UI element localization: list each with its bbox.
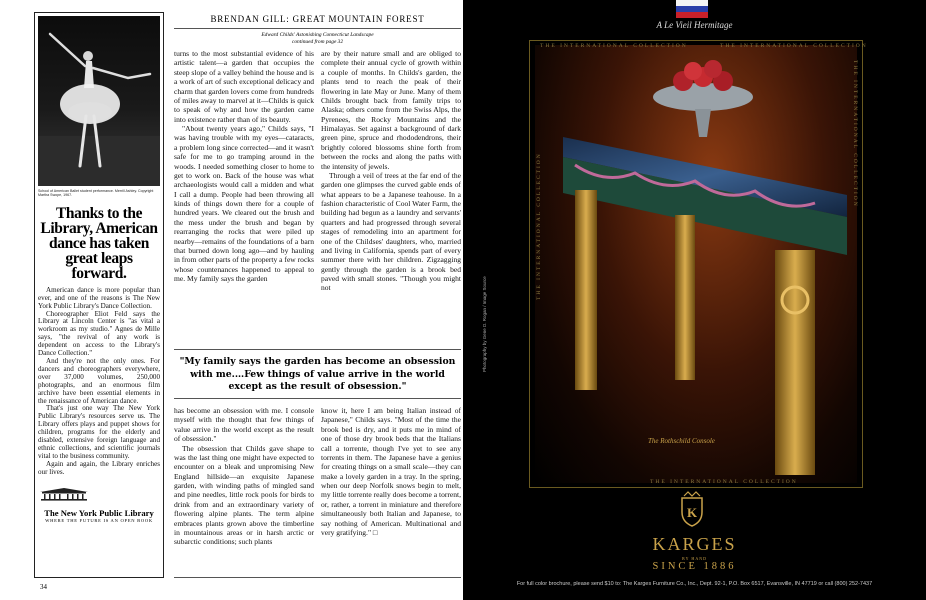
by-hand: BY HAND <box>682 556 707 561</box>
continued-from: continued from page 32 <box>291 38 344 45</box>
flag-icon <box>676 0 708 18</box>
ad-headline: Thanks to the Library, American dance has taken great leaps forward. <box>40 204 158 282</box>
library-tagline: WHERE THE FUTURE IS AN OPEN BOOK <box>45 517 153 523</box>
photo-credit: Photography by Gene D. Rogan / Image Source <box>482 276 487 372</box>
article-paragraph: Through a veil of trees at the far end of the garden one glimpses the curved gable ends of what appears to be a Japanese teahouse. In a fashion characteristic of Cool Water Farm, the building had begun as a laundry and servants' quarters and had progressed through several stages of remodeling into an apartment for one of the Childses' daughters, who, married and living in California, spends part of every summer there with her children. Zigzagging gently through the garden is a brook bed paved with small stones. "Though you might not <box>321 170 461 293</box>
ad-paragraph: American dance is more popular than ever, and one of the reasons is The New York Public Library's Dance Collection. <box>38 285 160 310</box>
continued-title: Edward Childs' Astonishing Connecticut Landscape <box>261 32 374 38</box>
ad-body <box>38 287 160 477</box>
ballerina-illustration <box>38 16 160 186</box>
page-number: 34 <box>40 583 47 591</box>
photo-credit: School of American Ballet student performance. Merrill Ashley. Copyright Martha Swope, 1967. <box>38 189 154 198</box>
crest-letter: K <box>686 505 698 520</box>
ad-paragraph: Again and again, the Library enriches our lives. <box>38 459 160 476</box>
ballerina-photo <box>38 16 160 186</box>
divider <box>174 349 461 350</box>
nypl-advertisement <box>34 12 164 578</box>
gold-frame <box>529 40 863 488</box>
running-head: BRENDAN GILL: GREAT MOUNTAIN FOREST <box>210 14 425 24</box>
karges-crest-logo <box>672 490 712 530</box>
frame-text-top: THE INTERNATIONAL COLLECTION <box>720 43 868 49</box>
ad-paragraph: Choreographer Eliot Feld says the Library at Lincoln Center is "as vital a workroom as my studio." Agnes de Mille says, "the revival of any work is dependent on access to the Library's Dance Collection." <box>38 309 160 358</box>
brochure-offer: For full color brochure, please send $10 to: The Karges Furniture Co., Inc., Dept. 92-1, P.O. Box 6517, Evansville, IN 47719 or call (800) 252-7437 <box>516 581 873 587</box>
frame-text-bottom: THE INTERNATIONAL COLLECTION <box>650 479 798 485</box>
article-column-2-bottom <box>321 406 461 537</box>
since-year: SINCE 1886 <box>652 561 737 572</box>
showroom-name: A Le Vieil Hermitage <box>656 20 733 30</box>
divider <box>174 398 461 399</box>
divider <box>174 577 461 578</box>
article-paragraph: The obsession that Childs gave shape to was the last thing one might have expected to encounter on a bleak and unpromising New England hillside—an exquisite Japanese garden, with winding paths of mingled sand and pine needles, little rock pools for birds to drink from and an extraordinary variety of flowering alpine plants. The term alpine embraces plants grown above the timberline in mountainous areas or in harsh arctic or subarctic conditions; such plants <box>174 443 314 547</box>
article-paragraph: turns to the most substantial evidence of his artistic talent—a garden that occupies the steep slope of a valley behind the house and is a work of art of such exceptional delicacy and charm that garden lovers come from hundreds of miles away to marvel at it—Childs is quick to speak of why and how the garden came into existence rather than of its beauty. <box>174 49 314 124</box>
brand-name: KARGES <box>652 534 737 554</box>
pull-quote: "My family says the garden has become an obsession with me.…Few things of value arrive in the world except as the result of obsession." <box>179 356 456 392</box>
continued-line <box>174 32 461 45</box>
article-column-1-top <box>174 49 314 283</box>
article-column-1-bottom <box>174 406 314 547</box>
article-paragraph: has become an obsession with me. I console myself with the thought that few things of value arrive in the world except as the result of obsession." <box>174 406 314 444</box>
ad-paragraph: That's just one way The New York Public Library's resources serve us. The Library offers plays and puppet shows for children, programs for the elderly and disabled, extensive foreign language and ethnic collections, and scientific journals vital to the business community. <box>38 404 160 460</box>
article-paragraph: are by their nature small and are obliged to complete their annual cycle of growth within a couple of months. In Childs's garden, the plants tend to reach the peak of their flowering in late May or June. Many of them Childs brought back from family trips to Alaska; others come from the Swiss Alps, the Pyrenees, the Rocky Mountains and the Himalayas. Set against a background of dark green pine, spruce and rhododendrons, their brightly colored blossoms shine forth from between the rocks and along the paths with the intensity of jewels. <box>321 49 461 171</box>
library-name: The New York Public Library <box>44 507 154 518</box>
article-column-2-top <box>321 49 461 293</box>
frame-text-right: THE INTERNATIONAL COLLECTION <box>852 60 858 208</box>
frame-text-left: THE INTERNATIONAL COLLECTION <box>536 152 542 300</box>
frame-text-top: THE INTERNATIONAL COLLECTION <box>540 43 688 49</box>
article-paragraph: know it, here I am being Italian instead of Japanese," Childs says. "Most of the time the brook bed is dry, and it puts me in mind of one of those dry brook beds that the Italians call a torrente, though I've yet to see any torrents in them. The Japanese have a genius for creating things on a small scale—they can make a lovely garden in a tray. In the spring, when our deep Norfolk snows begin to melt, my little torrente really does become a torrent, or, rather, a torrent in miniature and therefore simultaneously both Italian and Japanese, to say nothing of American. Multinational and very gratifying." □ <box>321 406 461 537</box>
article-paragraph: "About twenty years ago," Childs says, "I was having trouble with my eyes—cataracts, a problem long since corrected—and it wasn't safe for me to go tramping around in the woods. I needed something closer to home to get to work on. Back of the house was what archaeologists would call a midden and what I call a dump. People had been throwing all kinds of things down there for a couple of hundred years. We cleared out the brush and the mess under the brush and began by rearranging the rocks that were piled up nearby—remains of the foundations of a barn that burned down long ago—and by hauling in from other parts of the property a few rocks whose countenances happened to appeal to me. My family says the garden <box>174 124 314 283</box>
product-caption: The Rothschild Console <box>648 437 715 445</box>
library-building-icon <box>38 487 90 501</box>
ad-paragraph: And they're not the only ones. For dancers and choreographers everywhere, over 37,000 volumes, 250,000 photographs, and an enormous film archive have been essential elements in the renaissance of American dance. <box>38 356 160 405</box>
divider <box>174 28 461 29</box>
